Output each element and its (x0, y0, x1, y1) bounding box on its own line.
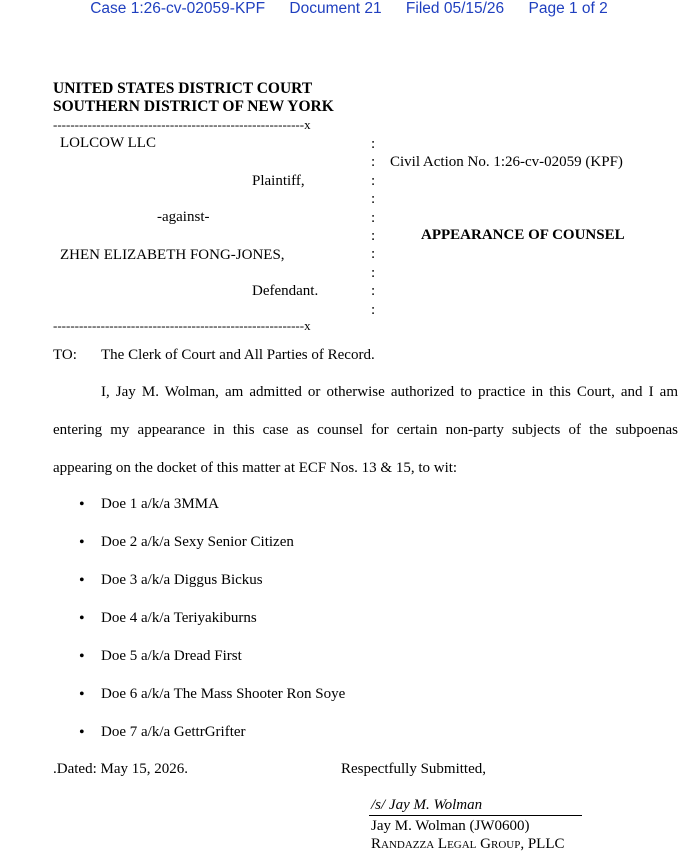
caption-colon: : (371, 136, 376, 152)
defendant-name: ZHEN ELIZABETH FONG-JONES, (60, 247, 285, 263)
caption-divider-top: ----------------------------------------------------------x (53, 117, 311, 132)
respectfully-submitted: Respectfully Submitted, (341, 761, 486, 777)
against-label: -against- (157, 209, 210, 225)
document-title: APPEARANCE OF COUNSEL (421, 227, 625, 243)
caption-colon: : (371, 265, 376, 281)
defendant-role: Defendant. (252, 283, 319, 299)
court-name-line1: UNITED STATES DISTRICT COURT (53, 80, 313, 97)
doe-entry: Doe 7 a/k/a GettrGrifter (101, 724, 246, 740)
bullet-icon: • (79, 572, 85, 589)
page-indicator: Page 1 of 2 (528, 0, 608, 17)
signature-line (369, 815, 582, 816)
plaintiff-role: Plaintiff, (252, 173, 305, 189)
appearance-paragraph: I, Jay M. Wolman, am admitted or otherwise authorized to practice in this Court, and I am entering my appearance in this case as counsel for certain non-party subjects of the subpoenas appearing on the docket of this matter at ECF Nos. 13 & 15, to wit: (53, 384, 678, 476)
bullet-icon: • (79, 496, 85, 513)
signer-name: Jay M. Wolman (JW0600) (371, 818, 530, 834)
law-firm-name: Randazza Legal Group, PLLC (371, 836, 565, 852)
doe-entry: Doe 5 a/k/a Dread First (101, 648, 242, 664)
bullet-icon: • (79, 686, 85, 703)
caption-colon: : (371, 210, 376, 226)
doe-entry: Doe 2 a/k/a Sexy Senior Citizen (101, 534, 294, 550)
caption-divider-bottom: ----------------------------------------------------------x (53, 318, 311, 333)
caption-colon: : (371, 302, 376, 318)
to-recipients: The Clerk of Court and All Parties of Record. (101, 347, 375, 363)
doe-entry: Doe 4 a/k/a Teriyakiburns (101, 610, 257, 626)
court-name-line2: SOUTHERN DISTRICT OF NEW YORK (53, 98, 334, 115)
civil-action-number: Civil Action No. 1:26-cv-02059 (KPF) (390, 154, 623, 170)
bullet-icon: • (79, 610, 85, 627)
caption-colon: : (371, 191, 376, 207)
electronic-signature: /s/ Jay M. Wolman (371, 797, 483, 813)
ecf-header (0, 0, 698, 18)
caption-colon: : (371, 283, 376, 299)
caption-colon: : (371, 173, 376, 189)
plaintiff-name: LOLCOW LLC (60, 135, 156, 151)
case-number: Case 1:26-cv-02059-KPF (90, 0, 266, 17)
caption-colon: : (371, 228, 376, 244)
bullet-icon: • (79, 534, 85, 551)
dated-line: .Dated: May 15, 2026. (53, 761, 188, 777)
caption-colon: : (371, 246, 376, 262)
doe-entry: Doe 1 a/k/a 3MMA (101, 496, 219, 512)
bullet-icon: • (79, 724, 85, 741)
doe-entry: Doe 3 a/k/a Diggus Bickus (101, 572, 263, 588)
document-number: Document 21 (289, 0, 382, 17)
filed-date: Filed 05/15/26 (405, 0, 505, 17)
caption-colon: : (371, 154, 376, 170)
bullet-icon: • (79, 648, 85, 665)
to-label: TO: (53, 347, 77, 363)
doe-entry: Doe 6 a/k/a The Mass Shooter Ron Soye (101, 686, 346, 702)
